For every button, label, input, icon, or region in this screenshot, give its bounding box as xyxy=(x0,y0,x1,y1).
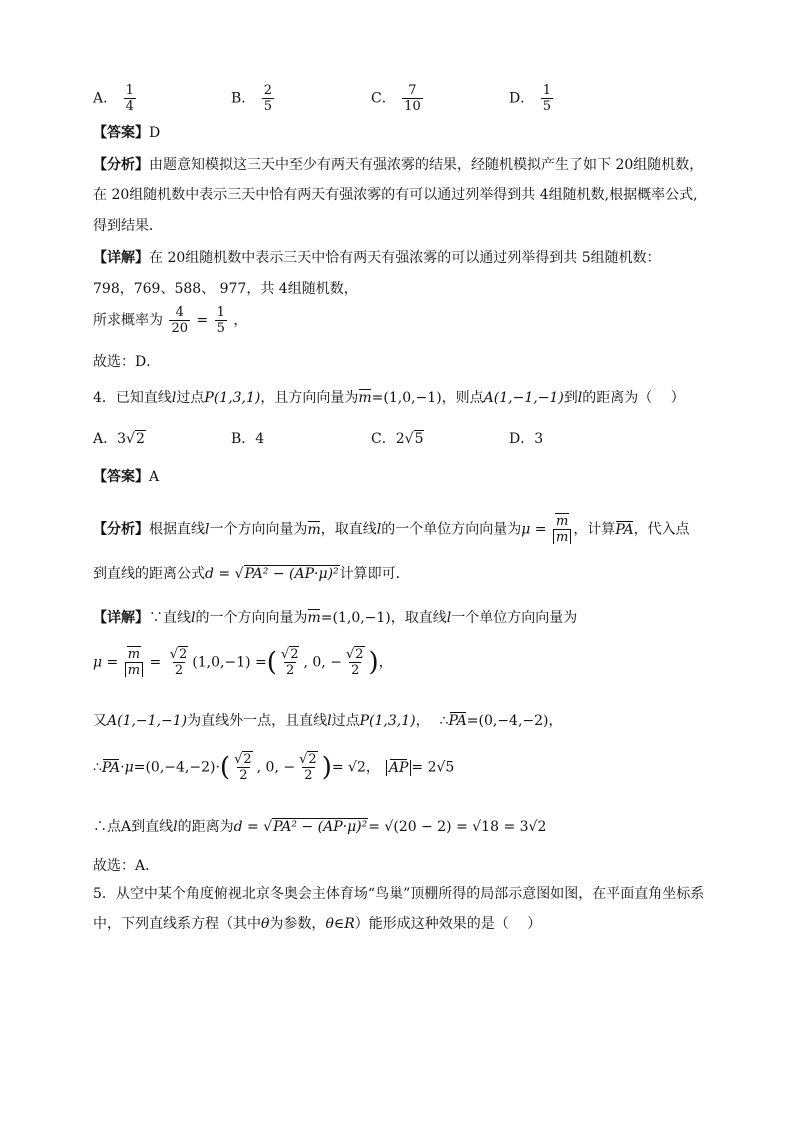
detail-tag: 【详解】 xyxy=(93,610,149,626)
fraction xyxy=(125,648,143,677)
q3-option-d xyxy=(509,84,555,113)
denominator: 10 xyxy=(404,99,421,114)
q3-answer-line xyxy=(93,126,160,140)
analysis-text: 计算即可． xyxy=(339,566,410,582)
right-paren: ) xyxy=(368,647,379,678)
q4-conclusion xyxy=(93,859,159,873)
analysis-text: 得到结果． xyxy=(93,218,163,234)
dot-product: =(0,−4,−2)· xyxy=(133,759,220,776)
equals-sign: = xyxy=(145,654,166,671)
analysis-text: 的一个单位方向向量为 xyxy=(381,521,522,538)
denominator: 2 xyxy=(304,768,313,783)
option-letter: A． xyxy=(93,431,118,447)
conclusion-text: 故选：A． xyxy=(93,858,160,874)
q4-detail-line-4 xyxy=(93,753,454,782)
vector-value: =(1,0,−1) xyxy=(320,610,391,626)
fraction xyxy=(262,84,274,113)
analysis-tag: 【分析】 xyxy=(93,157,149,173)
conclusion-text: 故选：D． xyxy=(93,354,161,370)
denominator: 2 xyxy=(286,663,295,678)
theta-domain: θ∈R xyxy=(325,916,355,932)
point-p: P(1,3,1) xyxy=(204,390,261,406)
q4-option-b xyxy=(231,432,264,446)
theta-symbol: θ xyxy=(261,916,270,932)
q3-analysis-line-2 xyxy=(93,188,698,202)
stem-text: 的距离为（ ） xyxy=(582,390,685,406)
numerator: √2 xyxy=(280,647,299,662)
line-symbol: l xyxy=(171,390,177,406)
point-p: P(1,3,1) xyxy=(359,713,416,729)
line-symbol: l xyxy=(191,610,196,626)
probability-prefix: 所求概率为 xyxy=(93,312,163,329)
separator: , 0, − xyxy=(256,759,296,776)
option-letter: B． xyxy=(231,90,256,107)
vector-value: (1,0,−1) = xyxy=(192,654,267,671)
numerator: 1 xyxy=(216,305,225,320)
numerator: m xyxy=(555,514,569,529)
q4-detail-line-1 xyxy=(93,611,577,625)
numerator: √2 xyxy=(299,752,317,767)
denominator: m xyxy=(553,529,571,544)
answer-tag: 【答案】 xyxy=(93,469,149,485)
detail-text: 的距离为 xyxy=(177,819,234,835)
vector-m: m xyxy=(307,610,321,626)
numerator: 4 xyxy=(175,305,184,320)
because-icon: ∵ xyxy=(149,610,163,626)
line-symbol: l xyxy=(327,713,332,729)
denominator: 4 xyxy=(125,99,134,114)
q3-conclusion xyxy=(93,355,160,369)
denominator: 2 xyxy=(174,663,184,678)
detail-text: 过点 xyxy=(331,713,360,729)
therefore-icon: ∴ xyxy=(439,713,449,729)
stem-text: 为参数， xyxy=(269,916,326,932)
numerator: √2 xyxy=(234,752,252,767)
option-letter: C． xyxy=(371,90,396,107)
q3-option-c xyxy=(371,84,425,113)
distance-formula: d = √PA² − (AP·μ)² xyxy=(205,566,339,582)
denominator: 2 xyxy=(351,663,360,678)
answer-tag: 【答案】 xyxy=(93,125,149,141)
q4-analysis-line-2 xyxy=(93,567,410,581)
fraction xyxy=(344,648,367,677)
left-paren: ( xyxy=(219,752,231,783)
result: = 2√5 xyxy=(411,759,455,776)
denominator: 5 xyxy=(216,321,225,336)
magnitude-ap: AP xyxy=(386,760,412,776)
vector-pa: PA xyxy=(244,566,263,582)
q3-probability-line xyxy=(93,306,247,335)
option-text: D．3 xyxy=(509,431,544,447)
denominator: m xyxy=(125,662,143,677)
q3-analysis-line-1 xyxy=(93,158,703,172)
therefore-icon: ∴ xyxy=(93,819,107,835)
vector-value: =(1,0,−1) xyxy=(371,390,442,406)
stem-text: ）能形成这种效果的是（ ） xyxy=(354,916,542,932)
detail-text: 点A到直线 xyxy=(107,819,174,835)
stem-text: 5．从空中某个角度俯视北京冬奥会主体育场“鸟巢”顶棚所得的局部示意图如图，在平面直角坐标系 xyxy=(93,886,705,902)
line-symbol: l xyxy=(205,521,210,538)
comma: ， xyxy=(548,713,563,729)
comma: ， xyxy=(233,312,248,329)
vector-pa: PA xyxy=(101,759,121,776)
analysis-text: 根据直线 xyxy=(149,521,205,538)
option-letter: D． xyxy=(509,90,535,107)
q4-option-a: A．3√2 xyxy=(93,431,145,447)
option-letter: A． xyxy=(93,90,118,107)
denominator: 20 xyxy=(171,321,188,336)
numerator: √2 xyxy=(169,647,188,662)
analysis-tag: 【分析】 xyxy=(93,521,149,538)
fraction xyxy=(402,84,423,113)
numerator: 2 xyxy=(263,83,273,98)
distance-formula: d = √PA² − (AP·μ)² xyxy=(233,819,368,835)
stem-text: ，且方向向量为 xyxy=(260,390,359,406)
unit-vector-mu: μ = xyxy=(521,521,551,538)
mu-symbol: ·μ xyxy=(120,759,134,776)
result: = √(20 − 2) = √18 = 3√2 xyxy=(368,819,547,835)
separator: , 0, − xyxy=(303,654,342,671)
q4-option-d xyxy=(509,432,543,446)
answer-value: A xyxy=(149,469,160,485)
analysis-text: ，取直线 xyxy=(320,521,377,538)
q4-detail-line-3 xyxy=(93,714,563,728)
denominator: 5 xyxy=(263,99,273,114)
detail-text: ， xyxy=(415,713,430,729)
analysis-text: ，计算 xyxy=(573,521,616,538)
stem-text: ，则点 xyxy=(441,390,484,406)
therefore-icon: ∴ xyxy=(93,759,102,776)
unit-vector-mu: μ = xyxy=(93,654,123,671)
numerator: m xyxy=(127,647,141,662)
fraction xyxy=(124,84,136,113)
left-paren: ( xyxy=(266,647,277,678)
vector-pa: PA xyxy=(615,521,634,538)
vector-value: =(0,−4,−2) xyxy=(466,713,549,729)
equals-sign: = xyxy=(196,312,209,329)
detail-text: 直线 xyxy=(163,610,191,626)
line-symbol: l xyxy=(577,390,583,406)
q3-detail-line-1 xyxy=(93,251,661,265)
result: = √2 xyxy=(331,759,366,776)
q4-option-c: C．2√5 xyxy=(371,431,424,447)
fraction xyxy=(169,306,190,335)
line-symbol: l xyxy=(376,521,382,538)
answer-value: D xyxy=(149,125,161,141)
coefficient: 2 xyxy=(395,431,405,447)
stem-text: 中，下列直线系方程（其中 xyxy=(93,916,261,932)
fraction xyxy=(553,515,571,544)
radicand: 5 xyxy=(414,431,424,447)
numerator: 1 xyxy=(542,83,551,98)
q3-detail-line-2 xyxy=(93,282,358,296)
fraction xyxy=(541,84,553,113)
analysis-text: 到直线的距离公式 xyxy=(93,566,205,582)
q3-option-a xyxy=(93,84,138,113)
numerator: 7 xyxy=(408,83,417,98)
detail-tag: 【详解】 xyxy=(93,250,149,266)
line-symbol: l xyxy=(173,819,178,835)
coefficient: 3 xyxy=(117,431,127,447)
detail-text: ，取直线 xyxy=(390,610,447,626)
analysis-text: 一个方向向量为 xyxy=(209,521,308,538)
detail-text: 又 xyxy=(93,713,107,729)
detail-text: 798，769、588、 977，共 4组随机数， xyxy=(93,281,358,297)
option-letter: C． xyxy=(371,431,396,447)
q3-option-b xyxy=(231,84,276,113)
vector-m: m xyxy=(307,521,321,538)
line-symbol: l xyxy=(446,610,452,626)
stem-text: 4．已知直线 xyxy=(93,390,172,406)
denominator: 2 xyxy=(239,768,248,783)
analysis-text: 在 20组随机数中表示三天中恰有两天有强浓雾的有可以通过列举得到共 4组随机数,根据概率公式, xyxy=(93,187,698,203)
q3-analysis-line-3 xyxy=(93,219,163,233)
numerator: 1 xyxy=(125,83,134,98)
comma: ， xyxy=(378,654,393,671)
vector-ap: AP xyxy=(294,566,315,582)
detail-text: 在 20组随机数中表示三天中恰有两天有强浓雾的可以通过列举得到共 5组随机数： xyxy=(149,250,661,266)
vector-m: m xyxy=(358,390,372,406)
point-a: A(1,−1,−1) xyxy=(483,390,564,406)
q5-stem-line-1 xyxy=(93,887,704,901)
detail-text: 一个单位方向向量为 xyxy=(451,610,578,626)
fraction xyxy=(279,648,302,677)
option-text: B．4 xyxy=(231,431,265,447)
fraction xyxy=(168,648,191,677)
detail-text: 为直线外一点，且直线 xyxy=(187,713,328,729)
stem-text: 过点 xyxy=(176,390,205,406)
right-paren: ) xyxy=(321,752,332,783)
stem-text: 到 xyxy=(563,390,578,406)
comma: ， xyxy=(365,759,380,776)
fraction xyxy=(232,753,255,782)
denominator: 5 xyxy=(542,99,551,114)
analysis-text: 由题意知模拟这三天中至少有两天有强浓雾的结果，经随机模拟产生了如下 20组随机数， xyxy=(149,157,704,173)
detail-text: 的一个方向向量为 xyxy=(195,610,308,626)
q4-analysis-line-1 xyxy=(93,515,690,544)
radicand: 2 xyxy=(135,431,145,447)
q4-stem xyxy=(93,391,685,405)
formula-radicand: PA² − (AP·μ)² xyxy=(244,566,339,582)
q4-answer-line xyxy=(93,470,159,484)
vector-pa: PA xyxy=(448,713,467,729)
q5-stem-line-2 xyxy=(93,917,541,931)
analysis-text: ，代入点 xyxy=(633,521,690,538)
point-a: A(1,−1,−1) xyxy=(107,713,188,729)
fraction xyxy=(215,306,227,335)
q4-detail-line-2 xyxy=(93,648,393,677)
fraction xyxy=(297,753,320,782)
numerator: √2 xyxy=(345,647,364,662)
q4-detail-line-5 xyxy=(93,820,546,834)
